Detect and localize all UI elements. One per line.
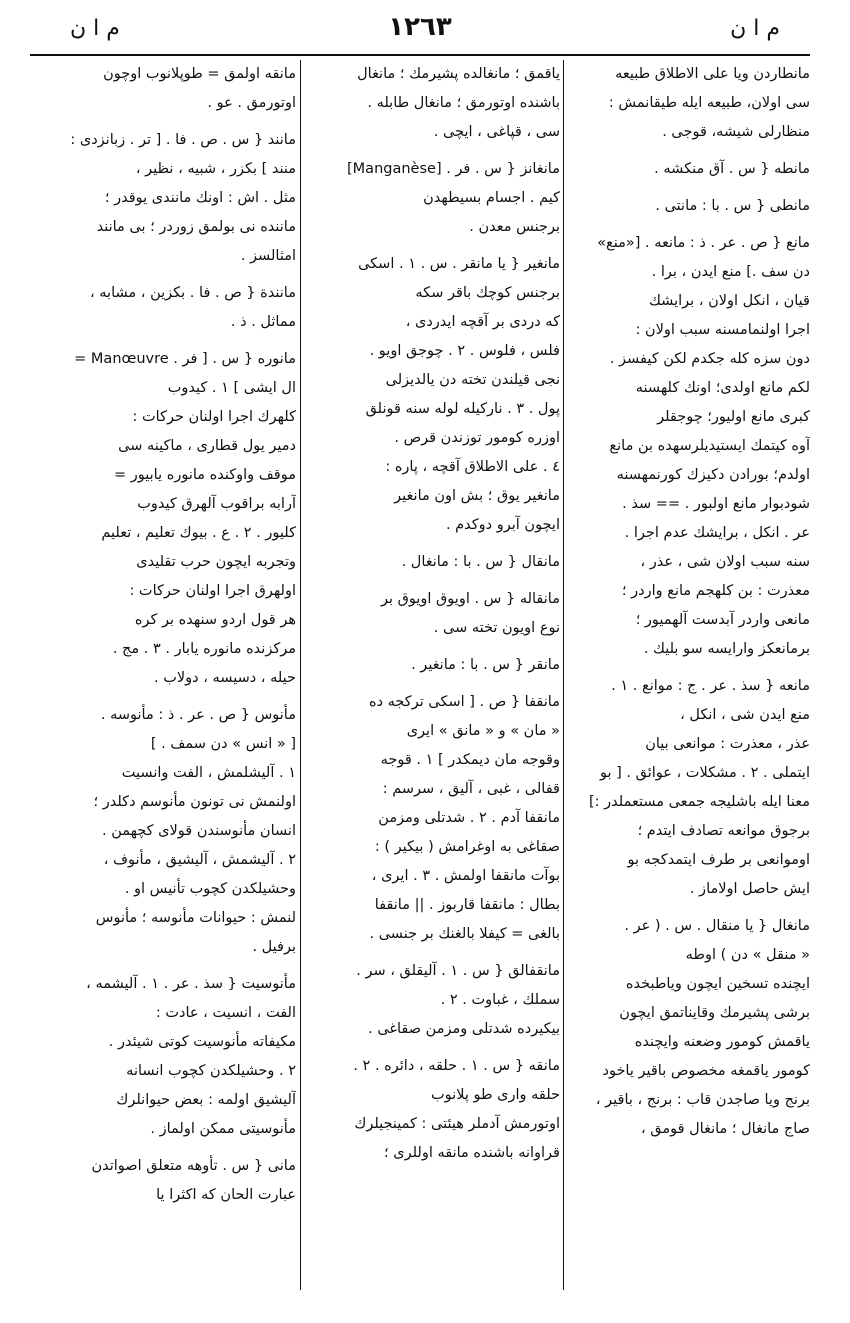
entry-headline: مأنوسيت { سذ . عر . ١ . آليشمه ، bbox=[86, 976, 296, 992]
entry-text-line: عبارت الحان كه اكثرا يا bbox=[156, 1187, 296, 1203]
entry-spacer bbox=[566, 664, 810, 672]
entry-spacer bbox=[566, 147, 810, 155]
dictionary-entry bbox=[304, 585, 560, 643]
entry-text-line: بوآت مانقفا اولمش . ٣ . ايرى ، bbox=[371, 868, 560, 884]
entry-text-line: دمير يول قطارى ، ماكينه سى bbox=[118, 438, 296, 454]
dictionary-entry bbox=[304, 155, 560, 242]
entry-text-line: قيان ، انكل اولان ، برايشك bbox=[648, 293, 810, 309]
entry-text-line: برجنس معدن . bbox=[469, 219, 560, 235]
entry-text-line: اولهرق اجرا اولنان حركات : bbox=[129, 583, 296, 599]
entry-text-line: نوع اويون تخته سى . bbox=[433, 620, 560, 636]
dictionary-entry bbox=[304, 1052, 560, 1168]
entry-text-line: منظارلى شيشه، قوجى . bbox=[662, 124, 810, 140]
entry-spacer bbox=[26, 693, 296, 701]
entry-headline: مانطاردن ويا على الاطلاق طبيعه bbox=[615, 66, 810, 82]
dictionary-entry bbox=[304, 250, 560, 540]
entry-text-line: معنا ايله باشليجه جمعى مستعملدر :] bbox=[589, 794, 810, 810]
dictionary-entry bbox=[566, 672, 810, 904]
entry-text-line: كيم . اجسام بسيطهدن bbox=[423, 190, 560, 206]
entry-text-line: لنمش : حيوانات مأنوسه ؛ مأنوس bbox=[95, 910, 296, 926]
entry-text-line: اولنمش نى تونون مأنوسم دكلدر ؛ bbox=[93, 794, 296, 810]
entry-headline: مانقه { س . ١ . حلقه ، دائره . ٢ . bbox=[353, 1058, 560, 1074]
entry-text-line: صاج مانغال ؛ مانغال قومق ، bbox=[640, 1121, 810, 1137]
entry-headline: مانغانز { س . فر . [Manganèse] bbox=[347, 161, 560, 177]
dictionary-entry bbox=[26, 970, 296, 1144]
entry-text-line: [ « انس » دن سمف . ] bbox=[150, 736, 296, 752]
entry-text-line: حيله ، دسيسه ، دولاب . bbox=[154, 670, 296, 686]
entry-headline: ياقمق ؛ مانغالده پشيرمك ؛ مانغال bbox=[357, 66, 560, 82]
entry-text-line: مماثل . ذ . bbox=[230, 314, 296, 330]
entry-text-line: برنج ويا صاجدن قاب : برنج ، باقير ، bbox=[595, 1092, 810, 1108]
entry-text-line: موقف واوكنده مانوره يابيور = bbox=[114, 467, 296, 483]
entry-text-line: سنه سبب اولان شى ، عذر ، bbox=[640, 554, 810, 570]
dictionary-entry bbox=[304, 957, 560, 1044]
entry-headline: مأنوس { ص . عر . ذ : مأنوسه . bbox=[100, 707, 296, 723]
entry-text-line: سى اولان، طبيعه ايله طيقانمش : bbox=[608, 95, 810, 111]
entry-text-line: ايچنده تسخين ايچون وياطبخده bbox=[625, 976, 810, 992]
entry-headline: مانند { س . ص . فا . [ تر . زبانزدى : bbox=[70, 132, 296, 148]
page-number: ١٢٦٣ bbox=[388, 12, 452, 42]
entry-text-line: دون سزه كله جكدم لكن كيفسز . bbox=[609, 351, 810, 367]
entry-text-line: ال ايشى ] ١ . كيدوب bbox=[167, 380, 296, 396]
entry-text-line: امثالسز . bbox=[240, 248, 296, 264]
entry-text-line: آليشيق اولمه : بعض حيوانلرك bbox=[116, 1092, 296, 1108]
entry-text-line: ايش حاصل اولاماز . bbox=[689, 881, 810, 897]
entry-headline: مانندة { ص . فا . بكزين ، مشابه ، bbox=[89, 285, 296, 301]
entry-headline: مانطه { س . آق منكشه . bbox=[654, 161, 810, 177]
entry-text-line: بيكيرده شدتلى ومزمن صقاغى . bbox=[368, 1021, 560, 1037]
entry-text-line: سملك ، غباوت . ٢ . bbox=[440, 992, 560, 1008]
dictionary-entry bbox=[566, 192, 810, 221]
entry-headline: مانقر { س . با : مانغير . bbox=[411, 657, 560, 673]
entry-text-line: كليور . ٢ . ع . بيوك تعليم ، تعليم bbox=[101, 525, 296, 541]
entry-text-line: « منقل » دن ) اوطه bbox=[685, 947, 810, 963]
entry-spacer bbox=[304, 540, 560, 548]
entry-text-line: آرابه براقوب آلهرق كيدوب bbox=[137, 496, 296, 512]
entry-text-line: ٢ . وحشيلكدن كچوب انسانه bbox=[126, 1063, 296, 1079]
entry-spacer bbox=[26, 271, 296, 279]
entry-text-line: اوتورمش آدملر هيئتى : كمينجيلرك bbox=[354, 1116, 560, 1132]
entry-text-line: مانغير يوق ؛ بش اون مانغير bbox=[394, 488, 560, 504]
entry-spacer bbox=[26, 1144, 296, 1152]
column-right bbox=[566, 60, 810, 1300]
entry-spacer bbox=[304, 577, 560, 585]
entry-text-line: فلس ، فلوس . ٢ . چوجق اويو . bbox=[369, 343, 560, 359]
entry-text-line: اوموانعى بر طرف ايتمدكجه بو bbox=[627, 852, 810, 868]
entry-text-line: مانعى واردر آبدست آلهميور ؛ bbox=[635, 612, 810, 628]
entry-spacer bbox=[566, 1144, 810, 1152]
entry-spacer bbox=[304, 242, 560, 250]
entry-text-line: عر . انكل ، برايشك عدم اجرا . bbox=[624, 525, 810, 541]
entry-text-line: معذرت : بن كلهجم مانع واردر ؛ bbox=[621, 583, 810, 599]
entry-headline: مانطى { س . با : مانتى . bbox=[655, 198, 810, 214]
entry-text-line: ماننده نى بولمق زوردر ؛ بى مانند bbox=[96, 219, 296, 235]
entry-text-line: برجوق موانعه تصادف ايتدم ؛ bbox=[637, 823, 810, 839]
entry-headline: مانغال { يا منقال . س . ( عر . bbox=[624, 918, 810, 934]
entry-headline: مانغير { يا مانقر . س . ١ . اسكى bbox=[358, 256, 560, 272]
entry-text-line: اوتورمق . عو . bbox=[207, 95, 296, 111]
entry-text-line: آوه كيتمك ايستيديلرسهده بن مانع bbox=[609, 438, 810, 454]
entry-headline: مانوره { س . [ فر . Manœuvre = bbox=[74, 351, 296, 367]
entry-headline: مانقاله { س . اويوق اويوق بر bbox=[380, 591, 560, 607]
dictionary-entry bbox=[566, 155, 810, 184]
entry-spacer bbox=[26, 337, 296, 345]
header-rule bbox=[30, 54, 810, 56]
dictionary-entry bbox=[566, 60, 810, 147]
entry-text-line: مركزنده مانوره يابار . ٣ . مج . bbox=[112, 641, 296, 657]
entry-headline: مانعه { سذ . عر . ج : موانع . ١ . bbox=[611, 678, 810, 694]
entry-text-line: برجنس كوچك باقر سكه bbox=[415, 285, 560, 301]
dictionary-entry bbox=[26, 279, 296, 337]
entry-text-line: اوزره كومور توزندن قرص . bbox=[394, 430, 560, 446]
entry-text-line: اجرا اولنمامسنه سبب اولان : bbox=[635, 322, 810, 338]
entry-text-line: الفت ، انسيت ، عادت : bbox=[155, 1005, 296, 1021]
entry-text-line: وحشيلكدن كچوب تأنيس او . bbox=[124, 881, 296, 897]
entry-text-line: ياقمش كومور وضعنه وايچنده bbox=[634, 1034, 810, 1050]
dictionary-entry bbox=[26, 345, 296, 693]
entry-spacer bbox=[566, 221, 810, 229]
entry-text-line: اولدم؛ بورادن دكيزك كورنمهسنه bbox=[616, 467, 810, 483]
entry-text-line: كبرى مانع اوليور؛ چوجقلر bbox=[657, 409, 810, 425]
entry-text-line: برفيل . bbox=[252, 939, 296, 955]
entry-headline: مانقه اولمق = طوپلانوب اوچون bbox=[103, 66, 296, 82]
entry-text-line: منع ايدن شى ، انكل ، bbox=[680, 707, 810, 723]
entry-text-line: نجى قيلندن تخته دن يالديزلى bbox=[385, 372, 560, 388]
guide-word-left: م ا ن bbox=[70, 16, 120, 41]
entry-text-line: ٢ . آليشمش ، آليشيق ، مأنوف ، bbox=[103, 852, 296, 868]
entry-text-line: بالغى = كيفلا بالغنك بر جنسى . bbox=[369, 926, 560, 942]
entry-spacer bbox=[566, 184, 810, 192]
guide-word-right: م ا ن bbox=[730, 16, 780, 41]
dictionary-entry bbox=[304, 548, 560, 577]
entry-text-line: صقاغى به اوغرامش ( بيكير ) : bbox=[374, 839, 560, 855]
entry-text-line: ١ . آليشلمش ، الفت وانسيت bbox=[121, 765, 296, 781]
entry-text-line: مأنوسيتى ممكن اولماز . bbox=[150, 1121, 296, 1137]
entry-text-line: شودبوار مانع اولبور . == سذ . bbox=[622, 496, 810, 512]
entry-text-line: وتجربه ايچون حرب تقليدى bbox=[136, 554, 296, 570]
entry-text-line: وقوجه مان ديمكدر ] ١ . قوجه bbox=[380, 752, 560, 768]
entry-text-line: ايتملى . ٢ . مشكلات ، عوائق . [ بو bbox=[599, 765, 810, 781]
entry-text-line: سى ، قپاغى ، ايچى . bbox=[433, 124, 560, 140]
entry-text-line: حلقه وارى طو پلانوب bbox=[431, 1087, 560, 1103]
entry-text-line: لكم مانع اولدى؛ اونك كلهسنه bbox=[635, 380, 810, 396]
entry-text-line: مثل . اش : اونك مانندى يوقدر ؛ bbox=[104, 190, 296, 206]
entry-text-line: پول . ٣ . ناركيله لوله سنه قونلق bbox=[365, 401, 560, 417]
entry-headline: مانع { ص . عر . ذ : مانعه . [«منع» bbox=[597, 235, 810, 251]
entry-text-line: بطال : مانقفا قاربوز . || مانقفا bbox=[374, 897, 560, 913]
entry-headline: مانقفالق { س . ١ . آليقلق ، سر . bbox=[356, 963, 560, 979]
entry-headline: مانى { س . تأوهه متعلق اصواتدن bbox=[91, 1158, 296, 1174]
entry-spacer bbox=[304, 1044, 560, 1052]
entry-text-line: ايچون آبرو دوكدم . bbox=[445, 517, 560, 533]
dictionary-entry bbox=[566, 229, 810, 664]
entry-text-line: كه دردى بر آقچه ايدردى ، bbox=[405, 314, 560, 330]
entry-text-line: برشى پشيرمك وقايناتمق ايچون bbox=[619, 1005, 810, 1021]
entry-spacer bbox=[26, 962, 296, 970]
page-header bbox=[30, 10, 810, 50]
entry-headline: مانقفا { ص . [ اسكى تركجه ده bbox=[369, 694, 560, 710]
entry-text-line: قراوانه باشنده مانقه اوللرى ؛ bbox=[384, 1145, 560, 1161]
dictionary-entry bbox=[26, 701, 296, 962]
dictionary-entry bbox=[304, 60, 560, 147]
entry-text-line: ٤ . على الاطلاق آقچه ، پاره : bbox=[385, 459, 560, 475]
entry-text-line: برمانعكز وارايسه سو بليك . bbox=[643, 641, 810, 657]
entry-spacer bbox=[26, 118, 296, 126]
column-divider bbox=[563, 60, 564, 1290]
dictionary-entry bbox=[566, 912, 810, 1144]
entry-spacer bbox=[304, 680, 560, 688]
dictionary-entry bbox=[26, 126, 296, 271]
column-middle bbox=[304, 60, 560, 1300]
entry-text-line: مكيفاته مأنوسيت كوتى شيئدر . bbox=[108, 1034, 296, 1050]
entry-text-line: عذر ، معذرت : موانعى بيان bbox=[645, 736, 810, 752]
entry-spacer bbox=[304, 147, 560, 155]
column-divider bbox=[300, 60, 301, 1290]
entry-text-line: دن سف .] منع ايدن ، برا . bbox=[651, 264, 810, 280]
dictionary-entry bbox=[304, 651, 560, 680]
dictionary-entry bbox=[26, 1152, 296, 1210]
entry-text-line: قفالى ، غبى ، آليق ، سرسم : bbox=[382, 781, 560, 797]
entry-text-line: باشنده اوتورمق ؛ مانغال طابله . bbox=[367, 95, 560, 111]
entry-spacer bbox=[304, 949, 560, 957]
entry-spacer bbox=[304, 1168, 560, 1176]
entry-text-line: انسان مأنوسندن قولاى كچهمن . bbox=[101, 823, 296, 839]
entry-text-line: مانقفا آدم . ٢ . شدتلى ومزمن bbox=[378, 810, 560, 826]
entry-spacer bbox=[566, 904, 810, 912]
dictionary-entry bbox=[304, 688, 560, 949]
entry-text-line: كومور ياقمغه مخصوص باقير ياخود bbox=[602, 1063, 810, 1079]
entry-text-line: « مان » و « مانق » ايرى bbox=[406, 723, 560, 739]
entry-headline: مانقال { س . با : مانغال . bbox=[401, 554, 560, 570]
entry-text-line: هر قول اردو سنهده بر كره bbox=[134, 612, 296, 628]
entry-text-line: منند ] بكزر ، شبيه ، نظير ، bbox=[135, 161, 296, 177]
entry-spacer bbox=[304, 643, 560, 651]
entry-spacer bbox=[26, 1210, 296, 1218]
dictionary-entry bbox=[26, 60, 296, 118]
entry-text-line: كلهرك اجرا اولنان حركات : bbox=[132, 409, 296, 425]
column-left bbox=[26, 60, 296, 1300]
